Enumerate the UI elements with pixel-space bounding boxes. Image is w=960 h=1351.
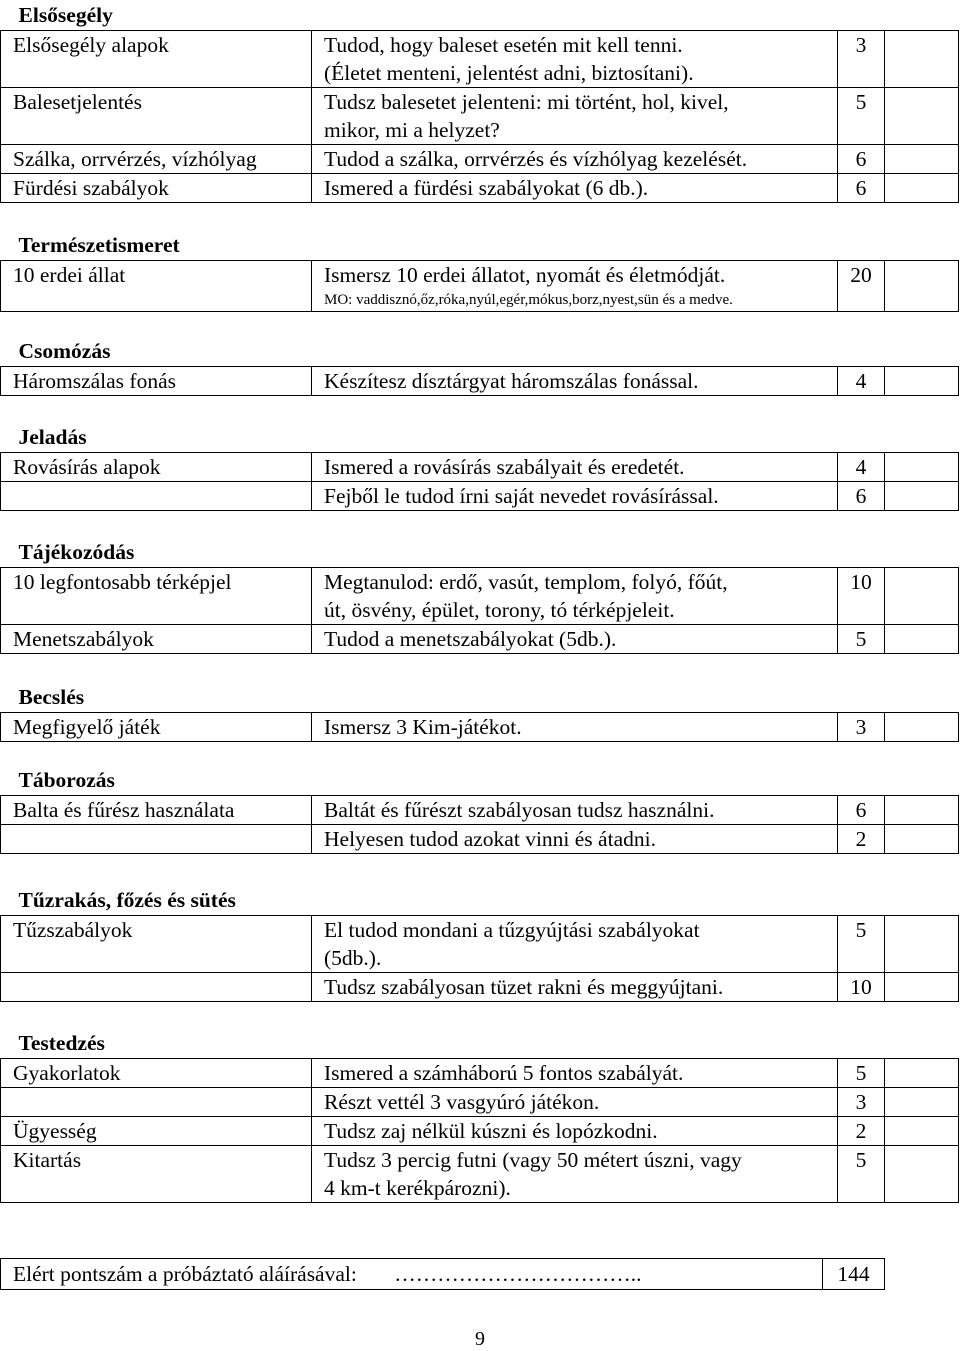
points-value: 5 bbox=[838, 1146, 885, 1203]
signature-cell bbox=[885, 88, 959, 145]
signature-cell bbox=[885, 367, 959, 396]
requirement-row bbox=[1, 1146, 959, 1203]
requirement-description bbox=[312, 482, 838, 511]
signature-cell bbox=[885, 31, 959, 88]
skill-name: Fürdési szabályok bbox=[1, 174, 312, 203]
description-line: Készítesz dísztárgyat háromszálas fonással. bbox=[324, 369, 699, 393]
section-header-row bbox=[1, 0, 959, 31]
points-value: 6 bbox=[838, 796, 885, 825]
requirement-description bbox=[312, 625, 838, 654]
section-header-row bbox=[1, 1028, 959, 1059]
points-value: 3 bbox=[838, 31, 885, 88]
section-header-row bbox=[1, 422, 959, 453]
requirement-description bbox=[312, 1146, 838, 1203]
points-value: 6 bbox=[838, 482, 885, 511]
requirement-description bbox=[312, 1117, 838, 1146]
requirement-description bbox=[312, 31, 838, 88]
signature-cell bbox=[885, 261, 959, 312]
requirement-description bbox=[312, 796, 838, 825]
points-value: 5 bbox=[838, 1059, 885, 1088]
requirement-row bbox=[1, 1088, 959, 1117]
signature-cell bbox=[885, 1059, 959, 1088]
signature-cell bbox=[885, 1146, 959, 1203]
requirement-description bbox=[312, 88, 838, 145]
points-value: 6 bbox=[838, 145, 885, 174]
description-line: Helyesen tudod azokat vinni és átadni. bbox=[324, 827, 656, 851]
requirement-description bbox=[312, 174, 838, 203]
description-line: Ismered a számháború 5 fontos szabályát. bbox=[324, 1061, 684, 1085]
requirement-row bbox=[1, 713, 959, 742]
skill-name: Menetszabályok bbox=[1, 625, 312, 654]
points-value: 3 bbox=[838, 713, 885, 742]
signature-cell bbox=[885, 825, 959, 854]
points-value: 3 bbox=[838, 1088, 885, 1117]
section-header-row bbox=[1, 885, 959, 916]
requirement-row bbox=[1, 88, 959, 145]
section-header-row bbox=[1, 537, 959, 568]
signature-cell bbox=[885, 625, 959, 654]
description-line: Ismered a rovásírás szabályait és eredetét. bbox=[324, 455, 685, 479]
signature-cell bbox=[885, 1117, 959, 1146]
section-title: Csomózás bbox=[18, 339, 111, 363]
description-line: Tudod a szálka, orrvérzés és vízhólyag kezelését. bbox=[324, 147, 748, 171]
skill-name: Balta és fűrész használata bbox=[1, 796, 312, 825]
skill-name: 10 erdei állat bbox=[1, 261, 312, 312]
signature-cell bbox=[885, 973, 959, 1002]
requirement-description bbox=[312, 1059, 838, 1088]
requirement-description bbox=[312, 453, 838, 482]
description-line: Megtanulod: erdő, vasút, templom, folyó, főút, bbox=[324, 570, 728, 594]
description-line: Tudsz szabályosan tüzet rakni és meggyújtani. bbox=[324, 975, 724, 999]
signature-dots: …………………………….. bbox=[394, 1262, 642, 1286]
skill-name bbox=[1, 973, 312, 1002]
description-line: Tudod a menetszabályokat (5db.). bbox=[324, 627, 617, 651]
section-table bbox=[0, 1028, 959, 1203]
score-summary-row bbox=[1, 1259, 885, 1290]
section-header-row bbox=[1, 682, 959, 713]
requirement-description bbox=[312, 145, 838, 174]
section-header-row bbox=[1, 336, 959, 367]
description-line: El tudod mondani a tűzgyújtási szabályokat bbox=[324, 918, 700, 942]
points-value: 10 bbox=[838, 568, 885, 625]
points-value: 10 bbox=[838, 973, 885, 1002]
requirement-row bbox=[1, 916, 959, 973]
description-line: út, ösvény, épület, torony, tó térképjeleit. bbox=[324, 598, 675, 622]
signature-cell bbox=[885, 1088, 959, 1117]
section-table bbox=[0, 885, 959, 1002]
description-line: Ismersz 3 Kim-játékot. bbox=[324, 715, 522, 739]
signature-cell bbox=[885, 568, 959, 625]
section-table bbox=[0, 230, 959, 312]
page-number: 9 bbox=[475, 1328, 485, 1350]
requirement-row bbox=[1, 825, 959, 854]
section-title: Becslés bbox=[18, 685, 85, 709]
description-line: Tudod, hogy baleset esetén mit kell tenni. bbox=[324, 33, 683, 57]
requirement-row bbox=[1, 568, 959, 625]
requirement-row bbox=[1, 973, 959, 1002]
points-value: 4 bbox=[838, 453, 885, 482]
signature-cell bbox=[885, 713, 959, 742]
section-table bbox=[0, 336, 959, 396]
points-value: 2 bbox=[838, 825, 885, 854]
skill-name: Háromszálas fonás bbox=[1, 367, 312, 396]
description-line: Tudsz balesetet jelenteni: mi történt, hol, kivel, bbox=[324, 90, 729, 114]
requirement-description bbox=[312, 713, 838, 742]
requirement-row bbox=[1, 145, 959, 174]
section-table bbox=[0, 0, 959, 203]
requirement-description bbox=[312, 261, 838, 312]
description-line: Tudsz zaj nélkül kúszni és lopózkodni. bbox=[324, 1119, 658, 1143]
description-line: Részt vettél 3 vasgyúró játékon. bbox=[324, 1090, 600, 1114]
section-table bbox=[0, 682, 959, 742]
description-line: Fejből le tudod írni saját nevedet rovásírással. bbox=[324, 484, 719, 508]
skill-name: Elsősegély alapok bbox=[1, 31, 312, 88]
requirement-description bbox=[312, 367, 838, 396]
signature-cell bbox=[885, 796, 959, 825]
requirement-description bbox=[312, 568, 838, 625]
signature-cell bbox=[885, 482, 959, 511]
section-title: Testedzés bbox=[18, 1031, 105, 1055]
description-line: 4 km-t kerékpározni). bbox=[324, 1176, 511, 1200]
section-header-row bbox=[1, 230, 959, 261]
section-table bbox=[0, 765, 959, 854]
skill-name: Rovásírás alapok bbox=[1, 453, 312, 482]
signature-cell bbox=[885, 453, 959, 482]
points-value: 4 bbox=[838, 367, 885, 396]
section-header-row bbox=[1, 765, 959, 796]
signature-cell bbox=[885, 916, 959, 973]
requirement-row bbox=[1, 796, 959, 825]
section-title: Jeladás bbox=[18, 425, 87, 449]
requirement-description bbox=[312, 973, 838, 1002]
description-line: Ismered a fürdési szabályokat (6 db.). bbox=[324, 176, 649, 200]
skill-name: Tűzszabályok bbox=[1, 916, 312, 973]
requirement-row bbox=[1, 453, 959, 482]
skill-name: Kitartás bbox=[1, 1146, 312, 1203]
skill-name: Ügyesség bbox=[1, 1117, 312, 1146]
section-title: Táborozás bbox=[18, 768, 115, 792]
score-label: Elért pontszám a próbáztató aláírásával: bbox=[13, 1262, 357, 1286]
skill-name: Szálka, orrvérzés, vízhólyag bbox=[1, 145, 312, 174]
points-value: 20 bbox=[838, 261, 885, 312]
signature-cell bbox=[885, 145, 959, 174]
requirement-row bbox=[1, 261, 959, 312]
section-title: Tűzrakás, főzés és sütés bbox=[18, 888, 236, 912]
section-title: Tájékozódás bbox=[18, 540, 135, 564]
description-line: (Életet menteni, jelentést adni, biztosítani). bbox=[324, 61, 694, 85]
requirement-description bbox=[312, 825, 838, 854]
section-title: Természetismeret bbox=[18, 233, 180, 257]
signature-cell bbox=[885, 174, 959, 203]
skill-name bbox=[1, 1088, 312, 1117]
points-value: 5 bbox=[838, 88, 885, 145]
points-value: 5 bbox=[838, 916, 885, 973]
section-table bbox=[0, 422, 959, 511]
requirement-row bbox=[1, 625, 959, 654]
score-label-cell bbox=[1, 1259, 823, 1290]
description-line: mikor, mi a helyzet? bbox=[324, 118, 500, 142]
score-summary-table bbox=[0, 1258, 885, 1290]
requirement-row bbox=[1, 1117, 959, 1146]
requirement-row bbox=[1, 174, 959, 203]
section-title: Elsősegély bbox=[18, 3, 113, 27]
description-line: Baltát és fűrészt szabályosan tudsz használni. bbox=[324, 798, 715, 822]
requirement-row bbox=[1, 1059, 959, 1088]
skill-name: 10 legfontosabb térképjel bbox=[1, 568, 312, 625]
requirement-description bbox=[312, 916, 838, 973]
points-value: 5 bbox=[838, 625, 885, 654]
skill-name bbox=[1, 482, 312, 511]
requirement-row bbox=[1, 367, 959, 396]
answer-note: MO: vaddisznó,őz,róka,nyúl,egér,mókus,borz,nyest,sün és a medve. bbox=[324, 292, 733, 308]
description-line: (5db.). bbox=[324, 946, 382, 970]
total-score: 144 bbox=[823, 1259, 885, 1290]
requirement-row bbox=[1, 482, 959, 511]
points-value: 6 bbox=[838, 174, 885, 203]
requirement-row bbox=[1, 31, 959, 88]
section-table bbox=[0, 537, 959, 654]
points-value: 2 bbox=[838, 1117, 885, 1146]
skill-name bbox=[1, 825, 312, 854]
requirement-description bbox=[312, 1088, 838, 1117]
description-line: Tudsz 3 percig futni (vagy 50 métert úszni, vagy bbox=[324, 1148, 742, 1172]
skill-name: Gyakorlatok bbox=[1, 1059, 312, 1088]
description-line: Ismersz 10 erdei állatot, nyomát és életmódját. bbox=[324, 263, 726, 287]
skill-name: Megfigyelő játék bbox=[1, 713, 312, 742]
skill-name: Balesetjelentés bbox=[1, 88, 312, 145]
